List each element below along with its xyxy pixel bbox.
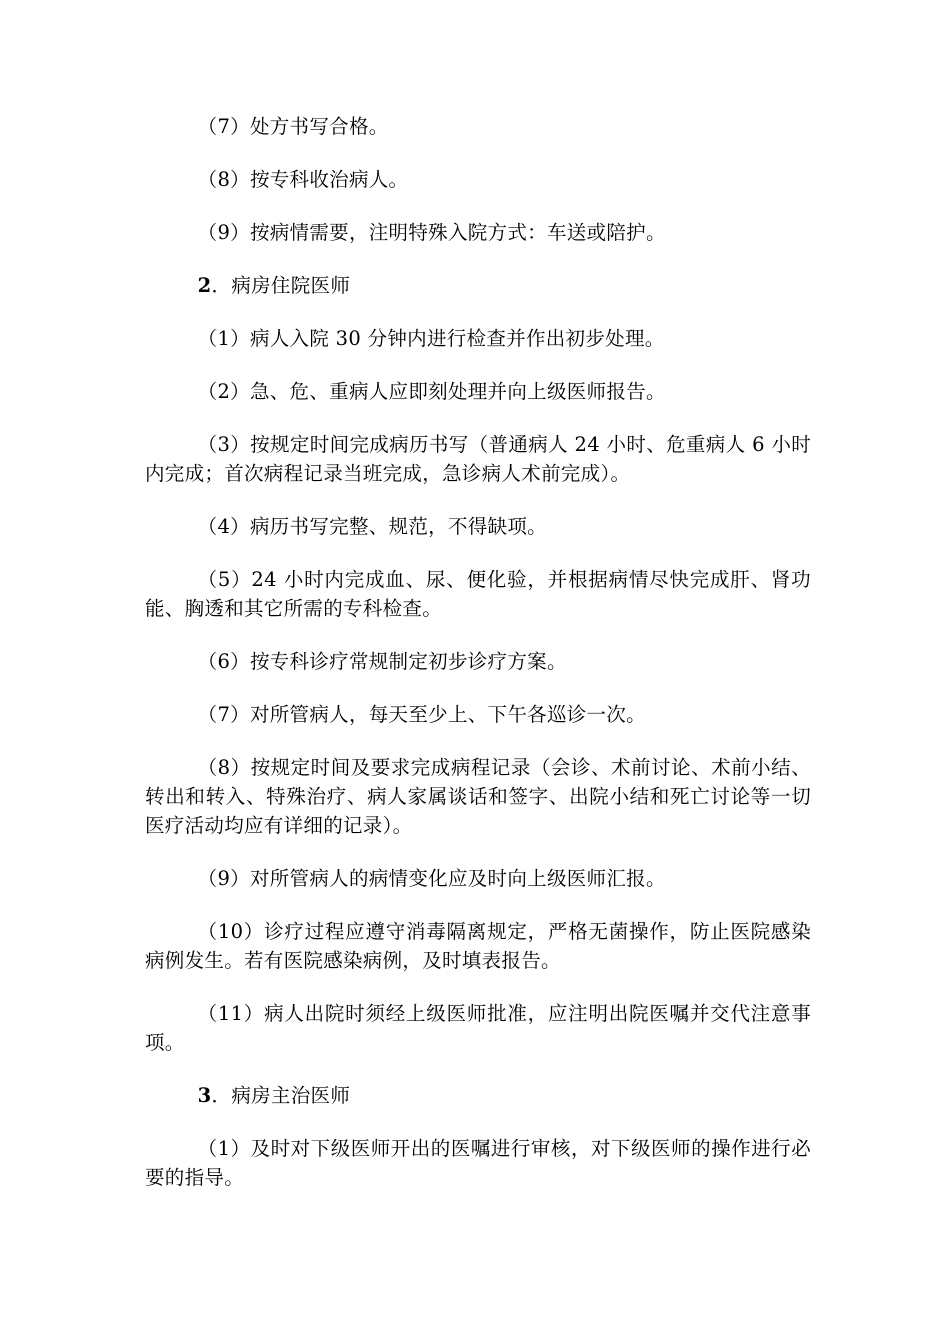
- section-number: 3: [197, 1084, 212, 1107]
- paragraph-item: （11）病人出院时须经上级医师批准，应注明出院医嘱并交代注意事项。: [145, 1002, 811, 1054]
- section-title: ．病房主治医师: [211, 1084, 351, 1107]
- paragraph-item: （1）及时对下级医师开出的医嘱进行审核，对下级医师的操作进行必要的指导。: [145, 1137, 811, 1189]
- paragraph-item: （7）对所管病人，每天至少上、下午各巡诊一次。: [197, 703, 646, 726]
- paragraph-item: （1）病人入院 30 分钟内进行检查并作出初步处理。: [197, 327, 665, 350]
- paragraph-item: （2）急、危、重病人应即刻处理并向上级医师报告。: [197, 380, 666, 403]
- paragraph-item: （9）按病情需要，注明特殊入院方式：车送或陪护。: [197, 221, 666, 244]
- section-number: 2: [197, 274, 212, 297]
- document-body: [145, 112, 811, 1216]
- section-heading: [145, 271, 811, 300]
- paragraph-item: （4）病历书写完整、规范，不得缺项。: [197, 515, 547, 538]
- paragraph-item: （10）诊疗过程应遵守消毒隔离规定，严格无菌操作，防止医院感染病例发生。若有医院感染病例，及时填表报告。: [145, 920, 811, 972]
- paragraph-item: （7）处方书写合格。: [197, 115, 389, 138]
- paragraph-item: （8）按规定时间及要求完成病程记录（会诊、术前讨论、术前小结、转出和转入、特殊治疗、病人家属谈话和签字、出院小结和死亡讨论等一切医疗活动均应有详细的记录）。: [145, 756, 811, 837]
- paragraph-item: （6）按专科诊疗常规制定初步诊疗方案。: [197, 650, 567, 673]
- section-heading: [145, 1081, 811, 1110]
- section-title: ．病房住院医师: [211, 274, 351, 297]
- paragraph-item: （9）对所管病人的病情变化应及时向上级医师汇报。: [197, 867, 666, 890]
- paragraph-item: （5）24 小时内完成血、尿、便化验，并根据病情尽快完成肝、肾功能、胸透和其它所需的专科检查。: [145, 568, 811, 620]
- paragraph-item: （8）按专科收治病人。: [197, 168, 409, 191]
- paragraph-item: （3）按规定时间完成病历书写（普通病人 24 小时、危重病人 6 小时内完成；首次病程记录当班完成，急诊病人术前完成）。: [145, 433, 811, 485]
